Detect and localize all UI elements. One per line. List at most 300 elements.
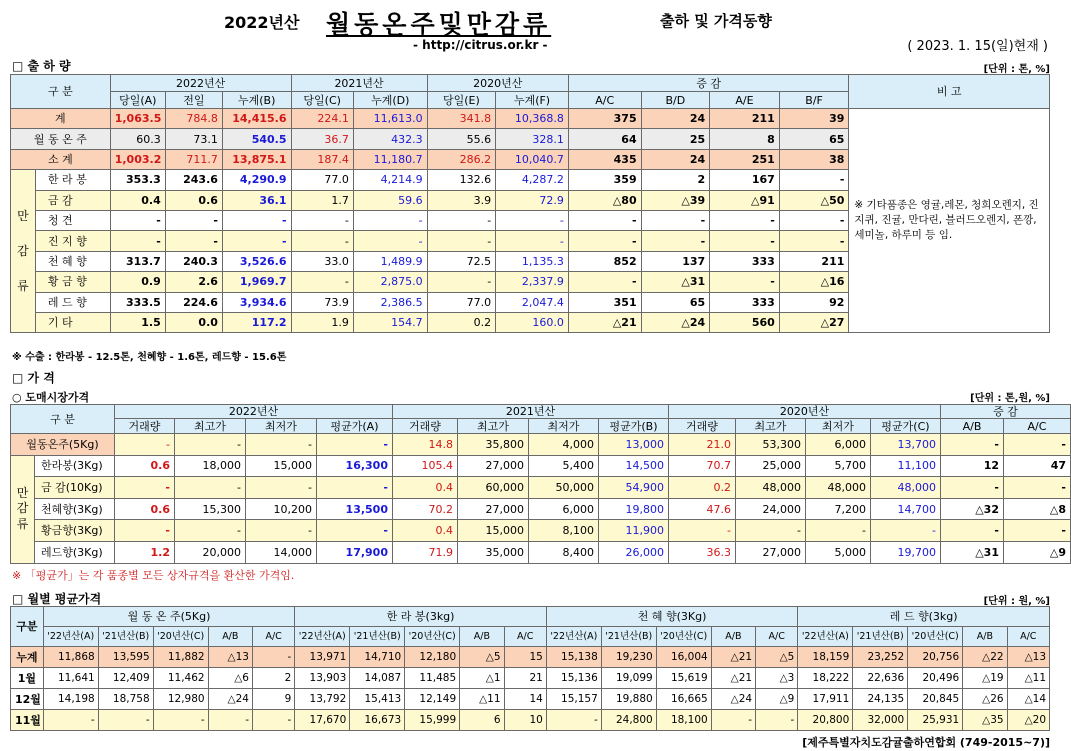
cell: 540.5 — [222, 129, 291, 149]
cell: △13 — [1007, 647, 1049, 668]
cell: 0.0 — [165, 312, 222, 332]
cell: 11,485 — [405, 668, 460, 689]
cell: 0.9 — [110, 272, 165, 292]
cell: 38 — [779, 149, 849, 169]
header-2022: 2022년산 — [110, 75, 291, 92]
row-label: 소 계 — [11, 149, 111, 169]
cell: 25 — [641, 129, 710, 149]
cell: △8 — [1004, 498, 1071, 520]
cell: - — [165, 210, 222, 230]
cell: 36.3 — [669, 541, 736, 563]
cell: 160.0 — [496, 312, 569, 332]
header-sub: 평균가(C) — [871, 419, 941, 434]
cell: 375 — [568, 109, 641, 129]
cell: 14 — [504, 689, 546, 710]
cell: 12,180 — [405, 647, 460, 668]
cell: 1,489.9 — [353, 251, 427, 271]
header-2022: 2022년산 — [115, 405, 393, 419]
cell: 1.2 — [115, 541, 175, 563]
cell: 13,500 — [317, 498, 393, 520]
cell: - — [1004, 434, 1071, 456]
cell: 1,063.5 — [110, 109, 165, 129]
cell: - — [736, 520, 806, 542]
cell: - — [568, 210, 641, 230]
cell: 13,700 — [871, 434, 941, 456]
cell: 1.5 — [110, 312, 165, 332]
cell: 22,636 — [853, 668, 908, 689]
cell: - — [115, 477, 175, 499]
header-sub: '21년산(B) — [601, 627, 656, 647]
cell: - — [941, 520, 1004, 542]
row-label: 청 견 — [35, 210, 110, 230]
cell: - — [317, 434, 393, 456]
header-group: 천 혜 향(3Kg) — [546, 607, 798, 627]
header-2020: 2020년산 — [427, 75, 568, 92]
cell: 1.9 — [291, 312, 353, 332]
cell: 32,000 — [853, 710, 908, 731]
cell: 48,000 — [806, 477, 871, 499]
header-change: 증 감 — [941, 405, 1071, 419]
cell: - — [568, 272, 641, 292]
row-label: 월동온주(5Kg) — [11, 434, 115, 456]
header-sub: B/F — [779, 92, 849, 109]
cell: △11 — [460, 689, 504, 710]
table-row — [11, 109, 1050, 129]
cell: - — [941, 434, 1004, 456]
cell: 21.0 — [669, 434, 736, 456]
cell: - — [353, 210, 427, 230]
header-sub: A/C — [1004, 419, 1071, 434]
cell: 27,000 — [458, 455, 529, 477]
cell: 16,673 — [350, 710, 405, 731]
cell: 1,969.7 — [222, 272, 291, 292]
cell: 19,230 — [601, 647, 656, 668]
cell: 105.4 — [393, 455, 458, 477]
cell: 117.2 — [222, 312, 291, 332]
cell: △22 — [963, 647, 1007, 668]
cell: 432.3 — [353, 129, 427, 149]
header-sub: A/C — [568, 92, 641, 109]
cell: 167 — [710, 170, 780, 190]
cell: - — [175, 520, 246, 542]
cell: 137 — [641, 251, 710, 271]
cell: - — [115, 434, 175, 456]
cell: - — [711, 710, 755, 731]
cell: 18,758 — [98, 689, 153, 710]
cell: 15,619 — [656, 668, 711, 689]
cell: - — [427, 210, 496, 230]
cell: 359 — [568, 170, 641, 190]
row-label: 1월 — [11, 668, 44, 689]
cell: - — [175, 434, 246, 456]
header-change: 증 감 — [568, 75, 849, 92]
header-sub: A/B — [711, 627, 755, 647]
row-label: 한라봉(3Kg) — [35, 455, 115, 477]
cell: △6 — [208, 668, 252, 689]
cell: 313.7 — [110, 251, 165, 271]
cell: - — [871, 520, 941, 542]
cell: 10,040.7 — [496, 149, 569, 169]
header-sub: 거래량 — [669, 419, 736, 434]
cell: 2,337.9 — [496, 272, 569, 292]
cell: 55.6 — [427, 129, 496, 149]
cell: 26,000 — [599, 541, 669, 563]
table-row — [11, 520, 1071, 542]
cell: 13,971 — [295, 647, 350, 668]
header-sub: '22년산(A) — [43, 627, 98, 647]
cell: 12 — [941, 455, 1004, 477]
cell: 3.9 — [427, 190, 496, 210]
cell: 17,900 — [317, 541, 393, 563]
price-note: ※ 「평균가」는 각 품종별 모든 상자규격을 환산한 가격임. — [12, 569, 295, 582]
header-sub: '22년산(A) — [546, 627, 601, 647]
cell: △91 — [710, 190, 780, 210]
cell: - — [756, 710, 798, 731]
header-sub: '20년산(C) — [405, 627, 460, 647]
cell: 243.6 — [165, 170, 222, 190]
row-label: 천 혜 향 — [35, 251, 110, 271]
cell: 0.4 — [393, 520, 458, 542]
header-sub: B/D — [641, 92, 710, 109]
table-row — [11, 498, 1071, 520]
header-remarks: 비 고 — [849, 75, 1050, 109]
header-group: 월 동 온 주(5Kg) — [43, 607, 295, 627]
cell: 47.6 — [669, 498, 736, 520]
cell: 4,000 — [529, 434, 599, 456]
header-sub: 최저가 — [529, 419, 599, 434]
cell: - — [317, 477, 393, 499]
cell: - — [353, 231, 427, 251]
cell: 5,700 — [806, 455, 871, 477]
shipment-note: ※ 수출 : 한라봉 - 12.5톤, 천혜향 - 1.6톤, 레드향 - 15.6톤 — [12, 352, 287, 363]
header-sub: A/C — [756, 627, 798, 647]
group-label-char: 감 — [17, 243, 29, 258]
cell: △9 — [756, 689, 798, 710]
cell: 240.3 — [165, 251, 222, 271]
cell: 70.7 — [669, 455, 736, 477]
cell: 3,934.6 — [222, 292, 291, 312]
cell: 435 — [568, 149, 641, 169]
cell: 224.1 — [291, 109, 353, 129]
table-row — [11, 541, 1071, 563]
header-sub: 전일 — [165, 92, 222, 109]
cell: 27,000 — [736, 541, 806, 563]
cell: 16,665 — [656, 689, 711, 710]
cell: 8,100 — [529, 520, 599, 542]
group-label-char: 류 — [17, 278, 29, 293]
cell: 1.7 — [291, 190, 353, 210]
header-sub: 누계(D) — [353, 92, 427, 109]
cell: 13,595 — [98, 647, 153, 668]
cell: 333 — [710, 292, 780, 312]
cell: - — [208, 710, 252, 731]
header-sub: 당일(E) — [427, 92, 496, 109]
header-2021: 2021년산 — [291, 75, 427, 92]
cell: - — [222, 231, 291, 251]
cell: 0.2 — [669, 477, 736, 499]
cell: - — [641, 231, 710, 251]
cell: 211 — [710, 109, 780, 129]
cell: △1 — [460, 668, 504, 689]
header-sub: '21년산(B) — [98, 627, 153, 647]
header-sub: '20년산(C) — [656, 627, 711, 647]
cell: 328.1 — [496, 129, 569, 149]
cell: 71.9 — [393, 541, 458, 563]
cell: 154.7 — [353, 312, 427, 332]
cell: 24,800 — [601, 710, 656, 731]
header-group: 한 라 봉(3kg) — [295, 607, 547, 627]
cell: 13,875.1 — [222, 149, 291, 169]
header-sub: '22년산(A) — [798, 627, 853, 647]
cell: △35 — [963, 710, 1007, 731]
cell: 77.0 — [427, 292, 496, 312]
cell: 65 — [641, 292, 710, 312]
cell: 47 — [1004, 455, 1071, 477]
cell: 341.8 — [427, 109, 496, 129]
cell: 33.0 — [291, 251, 353, 271]
cell: - — [43, 710, 98, 731]
cell: 24 — [641, 109, 710, 129]
cell: 73.9 — [291, 292, 353, 312]
cell: 8 — [710, 129, 780, 149]
cell: 60.3 — [110, 129, 165, 149]
cell: 14,000 — [246, 541, 317, 563]
table-row — [11, 689, 1050, 710]
cell: 19,880 — [601, 689, 656, 710]
cell: 11,900 — [599, 520, 669, 542]
header-sub: 누계(B) — [222, 92, 291, 109]
header-sub: 최고가 — [736, 419, 806, 434]
header-sub: A/B — [941, 419, 1004, 434]
cell: - — [252, 647, 294, 668]
cell: 0.6 — [115, 498, 175, 520]
cell: 77.0 — [291, 170, 353, 190]
cell: 10 — [504, 710, 546, 731]
cell: 24 — [641, 149, 710, 169]
cell: 18,100 — [656, 710, 711, 731]
cell: 333 — [710, 251, 780, 271]
cell: △3 — [756, 668, 798, 689]
report-date: ( 2023. 1. 15(일)현재 ) — [907, 39, 1048, 54]
header-sub: '21년산(B) — [350, 627, 405, 647]
table-row — [11, 477, 1071, 499]
cell: △31 — [941, 541, 1004, 563]
header-sub: A/C — [252, 627, 294, 647]
cell: △21 — [568, 312, 641, 332]
cell: 7,200 — [806, 498, 871, 520]
cell: 36.7 — [291, 129, 353, 149]
cell: △39 — [641, 190, 710, 210]
cell: △13 — [208, 647, 252, 668]
cell: - — [246, 520, 317, 542]
group-label-char: 만 — [17, 209, 29, 224]
cell: △26 — [963, 689, 1007, 710]
header-sub: 당일(C) — [291, 92, 353, 109]
header-2020: 2020년산 — [669, 405, 941, 419]
price-subtitle: ○ 도매시장가격 — [12, 391, 90, 404]
cell: 2.6 — [165, 272, 222, 292]
cell: 20,000 — [175, 541, 246, 563]
cell: 18,222 — [798, 668, 853, 689]
cell: 0.2 — [427, 312, 496, 332]
row-label: 레드향(3Kg) — [35, 541, 115, 563]
cell: 14,710 — [350, 647, 405, 668]
cell: 9 — [252, 689, 294, 710]
cell: 48,000 — [736, 477, 806, 499]
cell: - — [779, 210, 849, 230]
title-sub: 출하 및 가격동향 — [660, 12, 772, 30]
cell: 16,300 — [317, 455, 393, 477]
cell: 17,670 — [295, 710, 350, 731]
cell: 11,613.0 — [353, 109, 427, 129]
header-sub: A/B — [460, 627, 504, 647]
header-sub: 최저가 — [246, 419, 317, 434]
cell: 12,409 — [98, 668, 153, 689]
cell: - — [427, 231, 496, 251]
shipment-unit: [단위 : 톤, %] — [983, 64, 1050, 75]
cell: 15,000 — [246, 455, 317, 477]
cell: 10,368.8 — [496, 109, 569, 129]
cell: 6,000 — [529, 498, 599, 520]
cell: 17,911 — [798, 689, 853, 710]
cell: 1,003.2 — [110, 149, 165, 169]
cell: 15,138 — [546, 647, 601, 668]
cell: 711.7 — [165, 149, 222, 169]
cell: 5,000 — [806, 541, 871, 563]
header-sub: 최고가 — [175, 419, 246, 434]
cell: 54,900 — [599, 477, 669, 499]
cell: △9 — [1004, 541, 1071, 563]
cell: 11,180.7 — [353, 149, 427, 169]
cell: - — [427, 272, 496, 292]
cell: 18,159 — [798, 647, 853, 668]
cell: - — [779, 170, 849, 190]
cell: 15,157 — [546, 689, 601, 710]
cell: 16,004 — [656, 647, 711, 668]
row-label: 월 동 온 주 — [11, 129, 111, 149]
cell: 15,999 — [405, 710, 460, 731]
cell: - — [710, 210, 780, 230]
cell: 15,413 — [350, 689, 405, 710]
cell: - — [165, 231, 222, 251]
cell: 6 — [460, 710, 504, 731]
cell: 784.8 — [165, 109, 222, 129]
cell: 333.5 — [110, 292, 165, 312]
cell: 14,500 — [599, 455, 669, 477]
cell: - — [175, 477, 246, 499]
cell: 60,000 — [458, 477, 529, 499]
cell: 0.6 — [115, 455, 175, 477]
cell: 10,200 — [246, 498, 317, 520]
cell: 20,845 — [908, 689, 963, 710]
cell: 11,100 — [871, 455, 941, 477]
cell: 11,641 — [43, 668, 98, 689]
monthly-unit: [단위 : 원, %] — [983, 596, 1050, 607]
header-sub: A/C — [504, 627, 546, 647]
cell: 27,000 — [458, 498, 529, 520]
row-label: 천혜향(3Kg) — [35, 498, 115, 520]
cell: 2 — [252, 668, 294, 689]
cell: 13,000 — [599, 434, 669, 456]
page-title: 월동온주및만감류 — [326, 10, 552, 39]
cell: 39 — [779, 109, 849, 129]
row-label: 황 금 향 — [35, 272, 110, 292]
cell: △24 — [208, 689, 252, 710]
cell: 4,287.2 — [496, 170, 569, 190]
header-category: 구 분 — [11, 75, 111, 109]
cell: - — [115, 520, 175, 542]
header-sub: 평균가(A) — [317, 419, 393, 434]
cell: 211 — [779, 251, 849, 271]
cell: 11,882 — [153, 647, 208, 668]
cell: 286.2 — [427, 149, 496, 169]
cell: 560 — [710, 312, 780, 332]
header-sub: 누계(F) — [496, 92, 569, 109]
cell: 14.8 — [393, 434, 458, 456]
cell: 24,000 — [736, 498, 806, 520]
cell: - — [806, 520, 871, 542]
header-sub: '21년산(B) — [853, 627, 908, 647]
footer-credit: [제주특별자치도감귤출하연합회 (749-2015~7)] — [802, 736, 1050, 749]
cell: - — [291, 272, 353, 292]
header-sub: A/B — [208, 627, 252, 647]
cell: △20 — [1007, 710, 1049, 731]
header-sub: 거래량 — [115, 419, 175, 434]
price-table — [10, 404, 1071, 564]
cell: 14,087 — [350, 668, 405, 689]
cell: 24,135 — [853, 689, 908, 710]
cell: 18,000 — [175, 455, 246, 477]
cell: 35,800 — [458, 434, 529, 456]
cell: △5 — [460, 647, 504, 668]
cell: 14,700 — [871, 498, 941, 520]
monthly-table — [10, 606, 1050, 731]
cell: 12,980 — [153, 689, 208, 710]
cell: - — [291, 231, 353, 251]
cell: △80 — [568, 190, 641, 210]
row-label: 11월 — [11, 710, 44, 731]
header-sub: '20년산(C) — [908, 627, 963, 647]
table-row — [11, 455, 1071, 477]
cell: 72.5 — [427, 251, 496, 271]
cell: 5,400 — [529, 455, 599, 477]
group-label-char: 류 — [16, 516, 29, 531]
cell: 351 — [568, 292, 641, 312]
cell: 19,700 — [871, 541, 941, 563]
cell: 25,000 — [736, 455, 806, 477]
cell: △21 — [711, 668, 755, 689]
cell: 64 — [568, 129, 641, 149]
group-label — [11, 170, 36, 333]
cell: 852 — [568, 251, 641, 271]
table-row — [11, 710, 1050, 731]
cell: 2 — [641, 170, 710, 190]
cell: - — [246, 434, 317, 456]
cell: 353.3 — [110, 170, 165, 190]
cell: - — [98, 710, 153, 731]
cell: 92 — [779, 292, 849, 312]
cell: △16 — [779, 272, 849, 292]
header-sub: 평균가(B) — [599, 419, 669, 434]
row-label: 금 감(10Kg) — [35, 477, 115, 499]
cell: 4,290.9 — [222, 170, 291, 190]
cell: 14,198 — [43, 689, 98, 710]
cell: - — [317, 520, 393, 542]
cell: 13,903 — [295, 668, 350, 689]
source-url: - http://citrus.or.kr - — [413, 38, 548, 52]
cell: 65 — [779, 129, 849, 149]
cell: △5 — [756, 647, 798, 668]
